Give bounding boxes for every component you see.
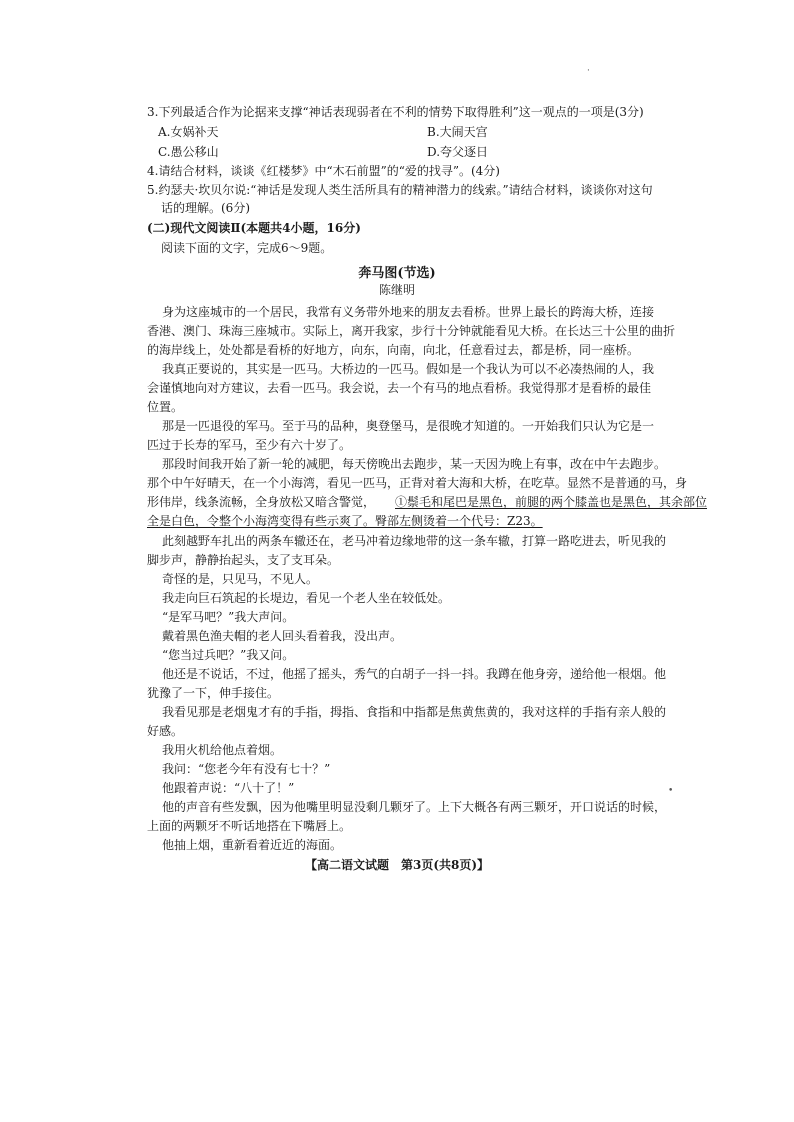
passage-line: 我走向巨石筑起的长堤边，看见一个老人坐在较低处。 (162, 591, 451, 605)
scan-speck: · (587, 66, 590, 76)
passage-line: 我问：“您老今年有没有七十？” (162, 762, 331, 776)
question-3-stem: 3.下列最适合作为论据来支撑“神话表现弱者在不利的情势下取得胜利”这一观点的一项是(3分) (147, 105, 644, 119)
passage-line: “您当过兵吧？”我又问。 (162, 648, 295, 662)
passage-line: 的海岸线上，处处都是看桥的好地方，向东，向南，向北，任意看过去，都是桥，同一座桥。 (147, 343, 640, 357)
passage-line: 香港、澳门、珠海三座城市。实际上，离开我家，步行十分钟就能看见大桥。在长达三十公里的曲折 (147, 324, 676, 338)
question-5-line2: 话的理解。(6分) (161, 201, 250, 215)
passage-line: 匹过于长寿的军马，至少有六十岁了。 (147, 438, 352, 452)
passage-line: 他抽上烟，重新看着近近的海面。 (162, 838, 343, 852)
page-footer: 【高二语文试题 第3页(共8页)】 (304, 858, 490, 872)
passage-line: 我看见那是老烟鬼才有的手指，拇指、食指和中指都是焦黄焦黄的，我对这样的手指有亲人般的 (162, 705, 667, 719)
passage-line: 上面的两颗牙不听话地搭在下嘴唇上。 (147, 819, 352, 833)
option-c: C.愚公移山 (158, 145, 219, 159)
passage-line: 会谨慎地向对方建议，去看一匹马。我会说，去一个有马的地点看桥。我觉得那才是看桥的最佳 (147, 381, 652, 395)
passage-line: 此刻越野车扎出的两条车辙还在，老马冲着边缘地带的这一条车辙，打算一路吃进去，听见我的 (162, 534, 667, 548)
passage-line: 犹豫了一下，伸手接住。 (147, 686, 280, 700)
option-a: A.女娲补天 (158, 125, 219, 139)
passage-line: “是军马吧？”我大声问。 (162, 610, 295, 624)
passage-line: 我真正要说的，其实是一匹马。大桥边的一匹马。假如是一个我认为可以不必凑热闹的人，我 (162, 362, 655, 376)
option-b: B.大闹天宫 (427, 125, 488, 139)
passage-line: 那段时间我开始了新一轮的减肥，每天傍晚出去跑步，某一天因为晚上有事，改在中午去跑步。 (162, 457, 667, 471)
passage-title: 奔马图(节选) (358, 266, 436, 281)
question-5-line1: 5.约瑟夫·坎贝尔说:“神话是发现人类生活所具有的精神潜力的线索。”请结合材料，谈谈你对这句 (147, 183, 653, 197)
passage-line: 奇怪的是，只见马，不见人。 (162, 572, 319, 586)
passage-line: 好感。 (147, 724, 184, 738)
passage-line: 形伟岸，线条流畅，全身放松又暗含警觉， (147, 495, 376, 509)
passage-line: 脚步声，静静抬起头，支了支耳朵。 (147, 553, 340, 567)
passage-line: 他的声音有些发飘，因为他嘴里明显没剩几颗牙了。上下大概各有两三颗牙，开口说话的时候， (162, 800, 667, 814)
question-4: 4.请结合材料，谈谈《红楼梦》中“木石前盟”的“爱的找寻”。(4分) (147, 164, 500, 178)
section-instruction: 阅读下面的文字，完成6～9题。 (161, 241, 333, 255)
scan-speck: • (668, 786, 674, 796)
passage-line-underlined: 全是白色，令整个小海湾变得有些示爽了。臀部左侧烫着一个代号：Z23。 (147, 514, 543, 528)
passage-line: 他跟着声说：“八十了！” (162, 781, 295, 795)
passage-line: 那是一匹退役的军马。至于马的品种，奥登堡马，是很晚才知道的。一开始我们只认为它是一 (162, 419, 655, 433)
passage-line-underlined: ①鬃毛和尾巴是黑色，前腿的两个膝盖也是黑色，其余部位 (395, 495, 708, 509)
passage-line: 我用火机给他点着烟。 (162, 743, 283, 757)
passage-line: 位置。 (147, 400, 184, 414)
passage-author: 陈继明 (378, 283, 415, 297)
section-heading: (二)现代文阅读Ⅱ(本题共4小题，16分) (147, 221, 361, 235)
passage-line: 身为这座城市的一个居民，我常有义务带外地来的朋友去看桥。世界上最长的跨海大桥，连接 (162, 305, 655, 319)
option-d: D.夸父逐日 (427, 145, 489, 159)
passage-line: 那个中午好晴天，在一个小海湾，看见一匹马，正背对着大海和大桥，在吃草。显然不是普通的马，身 (147, 476, 688, 490)
passage-line: 他还是不说话，不过，他摇了摇头，秀气的白胡子一抖一抖。我蹲在他身旁，递给他一根烟。他 (162, 667, 667, 681)
passage-line: 戴着黑色渔夫帽的老人回头看着我，没出声。 (162, 629, 403, 643)
